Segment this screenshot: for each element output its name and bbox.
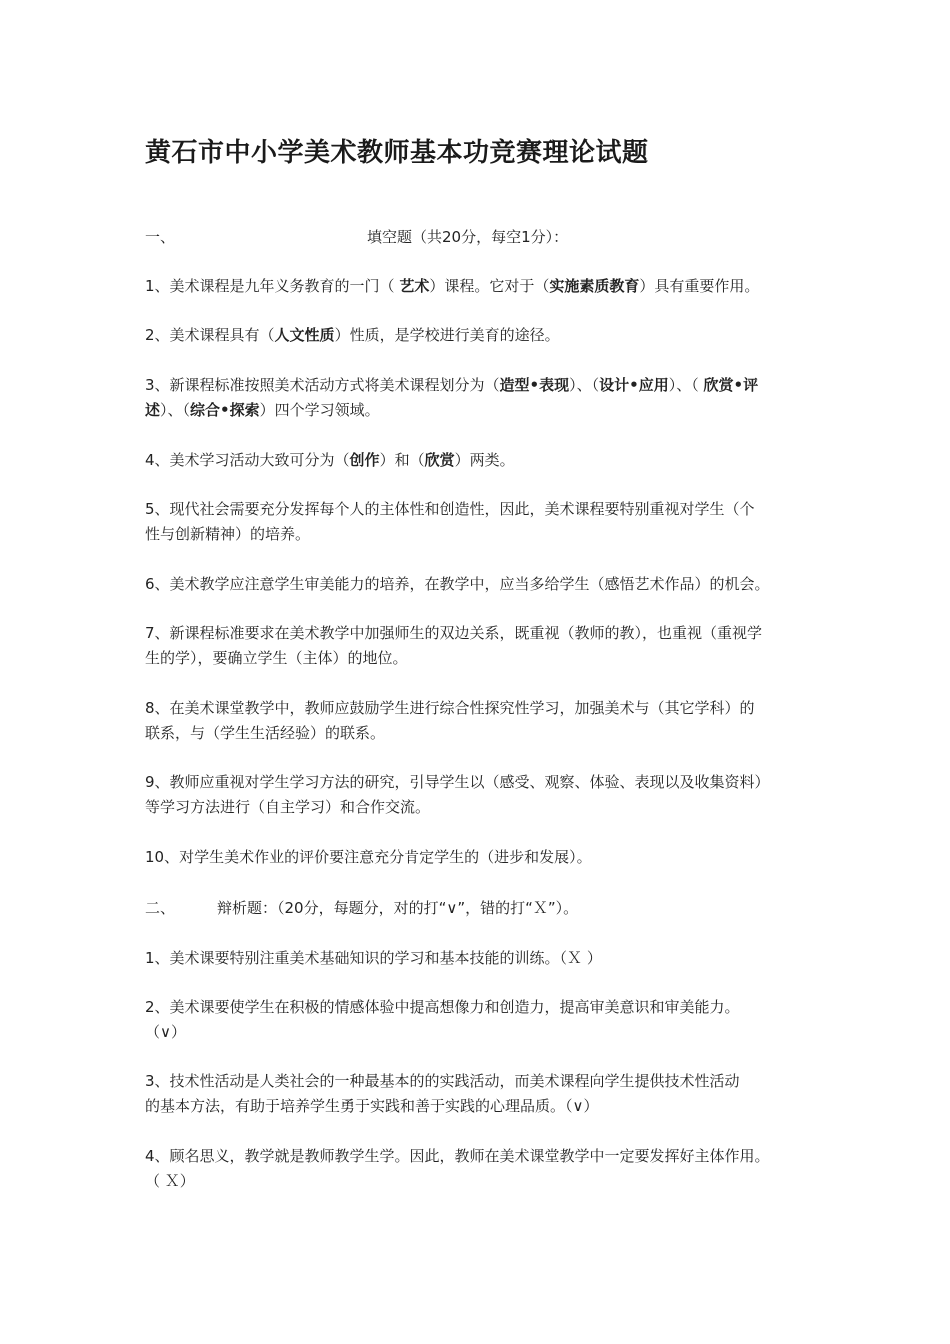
fill-q4-text-a: 4、美术学习活动大致可分为（ xyxy=(145,451,350,469)
document-title: 黄石市中小学美术教师基本功竞赛理论试题 xyxy=(145,138,649,168)
fill-q3-answer-2: 设计•应用 xyxy=(599,376,669,394)
fill-q1-answer-1: 艺术 xyxy=(399,277,430,295)
fill-question-10: 10、对学生美术作业的评价要注意充分肯定学生的（进步和发展）。 xyxy=(145,848,592,866)
fill-question-8-line-1: 8、在美术课堂教学中，教师应鼓励学生进行综合性探究性学习，加强美术与（其它学科）的 xyxy=(145,699,755,717)
section-2-title: 辩析题：（20分，每题分，对的打“∨”，错的打“Ｘ”）。 xyxy=(217,899,579,917)
fill-question-6: 6、美术教学应注意学生审美能力的培养，在教学中，应当多给学生（感悟艺术作品）的机会。 xyxy=(145,575,770,593)
judge-question-2-line-2: （∨） xyxy=(145,1023,186,1041)
fill-question-7-line-2: 生的学），要确立学生（主体）的地位。 xyxy=(145,649,408,667)
judge-question-3-line-2: 的基本方法，有助于培养学生勇于实践和善于实践的心理品质。（∨） xyxy=(145,1097,599,1115)
fill-q2-text-a: 2、美术课程具有（ xyxy=(145,326,275,344)
fill-q4-text-d: ）两类。 xyxy=(454,451,515,469)
fill-q1-text-a: 1、美术课程是九年义务教育的一门（ xyxy=(145,277,400,295)
fill-q3-text-b: ）、（ xyxy=(160,401,191,419)
section-2-heading xyxy=(145,896,817,921)
fill-question-5-line-1: 5、现代社会需要充分发挥每个人的主体性和创造性，因此，美术课程要特别重视对学生（个 xyxy=(145,500,755,518)
fill-q2-text-c: ）性质，是学校进行美育的途径。 xyxy=(334,326,560,344)
fill-q1-answer-2: 实施素质教育 xyxy=(549,277,640,295)
judge-question-1: 1、美术课要特别注重美术基础知识的学习和基本技能的训练。（Ｘ ） xyxy=(145,949,602,967)
fill-q4-text-c: ）和（ xyxy=(379,451,425,469)
judge-question-2-line-1: 2、美术课要使学生在积极的情感体验中提高想像力和创造力，提高审美意识和审美能力。 xyxy=(145,998,740,1016)
fill-question-8-line-2: 联系，与（学生生活经验）的联系。 xyxy=(145,724,386,742)
section-1-heading xyxy=(145,225,817,250)
judge-question-4-line-2: （ Ｘ） xyxy=(145,1172,195,1190)
fill-q3-text-a: 3、新课程标准按照美术活动方式将美术课程划分为（ xyxy=(145,376,500,394)
fill-q1-text-c: ）课程。它对于（ xyxy=(429,277,550,295)
section-1-title: 填空题（共20分，每空1分）： xyxy=(367,228,569,246)
fill-q4-answer-2: 欣赏 xyxy=(424,451,455,469)
fill-q3-text-e: ）、（ xyxy=(668,376,704,394)
fill-question-3-line-1 xyxy=(145,373,817,398)
fill-q1-text-d: ）具有重要作用。 xyxy=(639,277,760,295)
fill-q4-answer-1: 创作 xyxy=(349,451,380,469)
fill-q3-answer-1: 造型•表现 xyxy=(499,376,570,394)
fill-q3-text-c: ）、（ xyxy=(569,376,600,394)
fill-q3-answer-3b: 述 xyxy=(145,401,161,419)
fill-question-5-line-2: 性与创新精神）的培养。 xyxy=(145,525,311,543)
fill-q3-answer-3a: 欣赏•评 xyxy=(703,376,759,394)
fill-q3-text-d: ）四个学习领域。 xyxy=(259,401,380,419)
fill-question-9-line-1: 9、教师应重视对学生学习方法的研究，引导学生以（感受、观察、体验、表现以及收集资料） xyxy=(145,773,770,791)
fill-question-3-line-2 xyxy=(145,398,817,423)
fill-q3-answer-4: 综合•探索 xyxy=(190,401,260,419)
fill-question-7-line-1: 7、新课程标准要求在美术教学中加强师生的双边关系，既重视（教师的教），也重视（重视学 xyxy=(145,624,763,642)
fill-q2-answer-1: 人文性质 xyxy=(274,326,335,344)
fill-question-4 xyxy=(145,448,817,473)
fill-question-9-line-2: 等学习方法进行（自主学习）和合作交流。 xyxy=(145,798,431,816)
fill-question-2 xyxy=(145,323,817,348)
section-2-number: 二、 xyxy=(145,899,176,917)
section-1-number: 一、 xyxy=(145,228,176,246)
judge-question-4-line-1: 4、顾名思义，教学就是教师教学生学。因此，教师在美术课堂教学中一定要发挥好主体作用。 xyxy=(145,1147,770,1165)
fill-question-1 xyxy=(145,274,817,299)
judge-question-3-line-1: 3、技术性活动是人类社会的一种最基本的的实践活动，而美术课程向学生提供技术性活动 xyxy=(145,1072,740,1090)
